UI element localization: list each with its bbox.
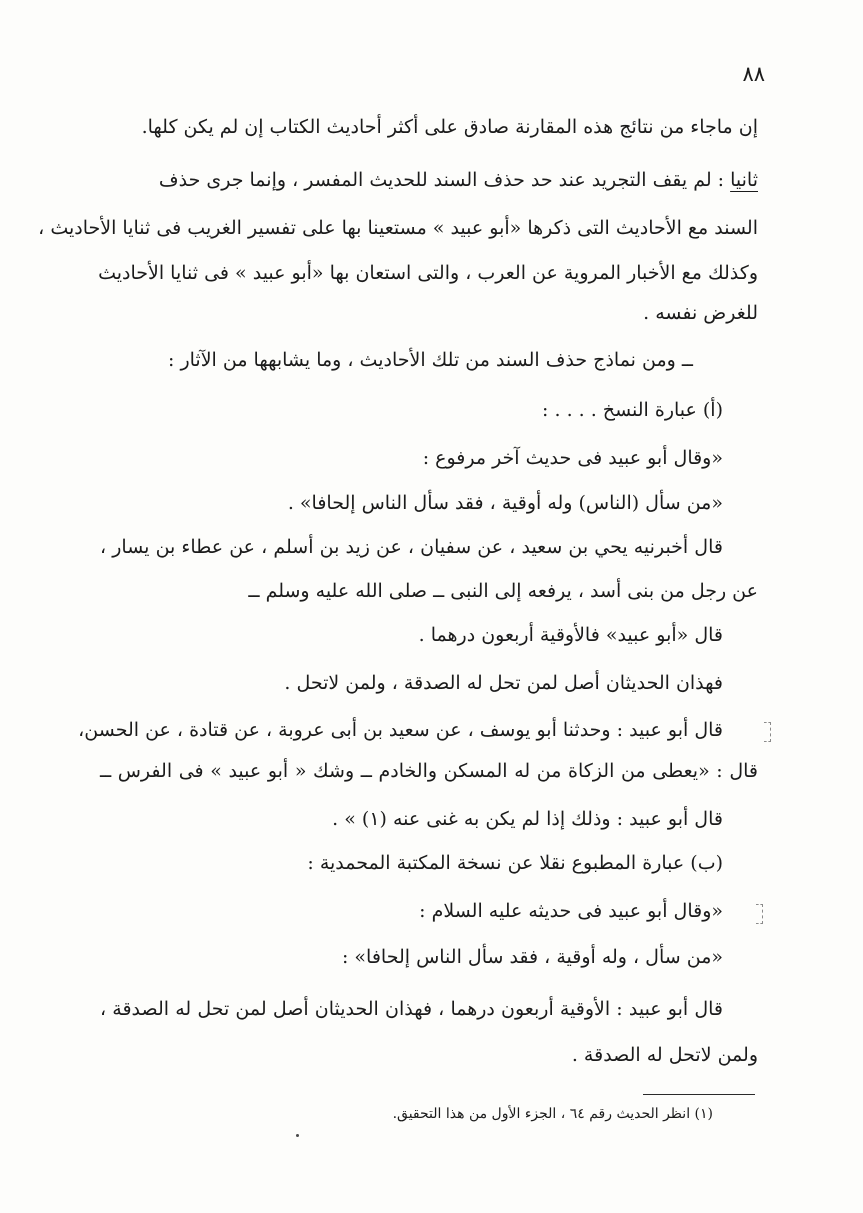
text-line-13: فهذان الحديثان أصل لمن تحل له الصدقة ، ولمن لاتحل . bbox=[284, 672, 723, 694]
text-line-5: للغرض نفسه . bbox=[643, 302, 758, 324]
margin-mark-1 bbox=[764, 722, 771, 742]
text-line-15: قال : «يعطى من الزكاة من له المسكن والخادم ــ وشك « أبو عبيد » فى الفرس ــ bbox=[100, 760, 758, 782]
text-line-16: قال أبو عبيد : وذلك إذا لم يكن به غنى عنه (١) » . bbox=[332, 808, 723, 830]
subheading-a: (أ) عبارة النسخ . . . . : bbox=[542, 399, 723, 421]
hadith-quote-1: «من سأل (الناس) وله أوقية ، فقد سأل الناس إلحافا» . bbox=[287, 492, 723, 514]
text-line-8: «وقال أبو عبيد فى حديث آخر مرفوع : bbox=[422, 447, 723, 469]
section-heading-thaniyan: ثانيا bbox=[730, 169, 758, 191]
subheading-b: (ب) عبارة المطبوع نقلا عن نسخة المكتبة المحمدية : bbox=[307, 852, 723, 874]
text-line-2-rest: : لم يقف التجريد عند حد حذف السند للحديث المفسر ، وإنما جرى حذف bbox=[158, 169, 731, 191]
text-line-6: ــ ومن نماذج حذف السند من تلك الأحاديث ، وما يشابهها من الآثار : bbox=[168, 349, 693, 371]
hadith-quote-2: «من سأل ، وله أوقية ، فقد سأل الناس إلحافا» : bbox=[341, 946, 723, 968]
text-line-2 bbox=[159, 165, 758, 195]
text-line-10: قال أخبرنيه يحي بن سعيد ، عن سفيان ، عن زيد بن أسلم ، عن عطاء بن يسار ، bbox=[100, 536, 723, 558]
text-line-1: إن ماجاء من نتائج هذه المقارنة صادق على أكثر أحاديث الكتاب إن لم يكن كلها. bbox=[141, 116, 758, 138]
text-line-12: قال «أبو عبيد» فالأوقية أربعون درهما . bbox=[418, 624, 723, 646]
text-line-11: عن رجل من بنى أسد ، يرفعه إلى النبى ــ صلى الله عليه وسلم ــ bbox=[248, 580, 758, 602]
text-line-18: «وقال أبو عبيد فى حديثه عليه السلام : bbox=[419, 900, 723, 922]
text-line-4: وكذلك مع الأخبار المروية عن العرب ، والتى استعان بها «أبو عبيد » فى ثنايا الأحاديث bbox=[98, 262, 758, 284]
text-line-14: قال أبو عبيد : وحدثنا أبو يوسف ، عن سعيد بن أبى عروبة ، عن قتادة ، عن الحسن، bbox=[78, 719, 723, 741]
scan-speck bbox=[296, 1134, 299, 1137]
page-number: ٨٨ bbox=[742, 62, 765, 86]
text-line-20: قال أبو عبيد : الأوقية أربعون درهما ، فهذان الحديثان أصل لمن تحل له الصدقة ، bbox=[100, 998, 723, 1020]
text-line-3: السند مع الأحاديث التى ذكرها «أبو عبيد » مستعينا بها على تفسير الغريب فى ثنايا الأحاديث ، bbox=[38, 217, 758, 239]
margin-mark-2 bbox=[756, 904, 763, 924]
footnote-text: (١) انظر الحديث رقم ٦٤ ، الجزء الأول من هذا التحقيق. bbox=[392, 1106, 713, 1122]
text-line-21: ولمن لاتحل له الصدقة . bbox=[571, 1044, 758, 1066]
footnote-divider bbox=[643, 1094, 755, 1095]
